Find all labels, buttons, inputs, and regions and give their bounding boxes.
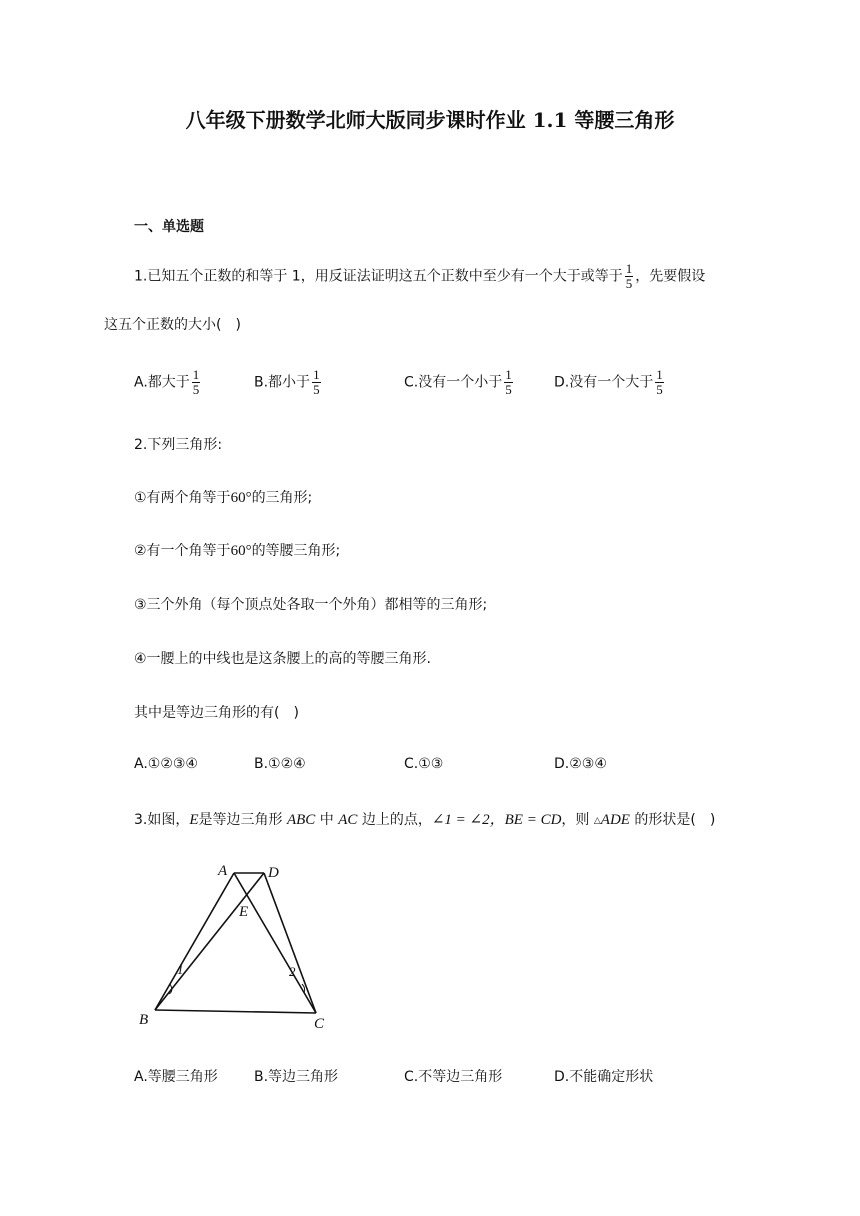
q2-option-d[interactable]: D.②③④ <box>554 756 607 772</box>
section-heading: 一、单选题 <box>134 219 204 235</box>
segment-bc <box>155 1010 316 1013</box>
q2-option-c[interactable]: C.①③ <box>404 756 444 772</box>
q3-stem: 3.如图，E是等边三角形 ABC 中 AC 边上的点，∠1 = ∠2，BE = CD，则 △ADE 的形状是( ) <box>134 812 716 828</box>
q1-stem-tail: ，先要假设 <box>635 268 706 285</box>
q3-option-c[interactable]: C.不等边三角形 <box>404 1069 503 1085</box>
label-b: B <box>139 1012 149 1028</box>
label-c: C <box>314 1016 325 1032</box>
label-angle-1: 1 <box>177 962 184 977</box>
q2-item-2: ②有一个角等于60°的等腰三角形; <box>134 543 341 559</box>
q2-item-1: ①有两个角等于60°的三角形; <box>134 490 313 506</box>
q1-option-d[interactable]: D.没有一个大于 $\frac{1}{5}$ <box>554 367 663 397</box>
q3-option-d[interactable]: D.不能确定形状 <box>554 1069 654 1085</box>
q2-question: 其中是等边三角形的有( ) <box>134 705 299 721</box>
label-e: E <box>239 904 249 920</box>
q2-item-3: ③三个外角（每个顶点处各取一个外角）都相等的三角形; <box>134 597 488 613</box>
q1-option-a[interactable]: A.都大于 $\frac{1}{5}$ <box>134 367 200 397</box>
q2-option-b[interactable]: B.①②④ <box>254 756 306 772</box>
q1-stem-line1 <box>134 262 705 291</box>
q2-option-a[interactable]: A.①②③④ <box>134 756 198 772</box>
q3-option-a[interactable]: A.等腰三角形 <box>134 1069 218 1085</box>
q1-stem-text: 1.已知五个正数的和等于 1，用反证法证明这五个正数中至少有一个大于或等于 <box>134 268 623 285</box>
q1-stem-line2: 这五个正数的大小( ) <box>104 317 241 333</box>
segment-cd <box>264 873 316 1013</box>
q1-option-c[interactable]: C.没有一个小于 $\frac{1}{5}$ <box>404 367 512 397</box>
q2-item-4: ④一腰上的中线也是这条腰上的高的等腰三角形. <box>134 651 431 667</box>
q3-figure <box>130 855 340 1035</box>
page-title: 八年级下册数学北师大版同步课时作业 1.1 等腰三角形 <box>185 108 675 132</box>
segment-ab <box>155 873 234 1010</box>
label-a: A <box>218 863 228 879</box>
label-d: D <box>268 865 279 881</box>
q2-stem: 2.下列三角形: <box>134 437 223 453</box>
q1-option-b[interactable]: B.都小于 $\frac{1}{5}$ <box>254 367 320 397</box>
label-angle-2: 2 <box>289 964 296 979</box>
q3-option-b[interactable]: B.等边三角形 <box>254 1069 339 1085</box>
q1-fraction: $\frac{1}{5}$ <box>625 261 633 291</box>
